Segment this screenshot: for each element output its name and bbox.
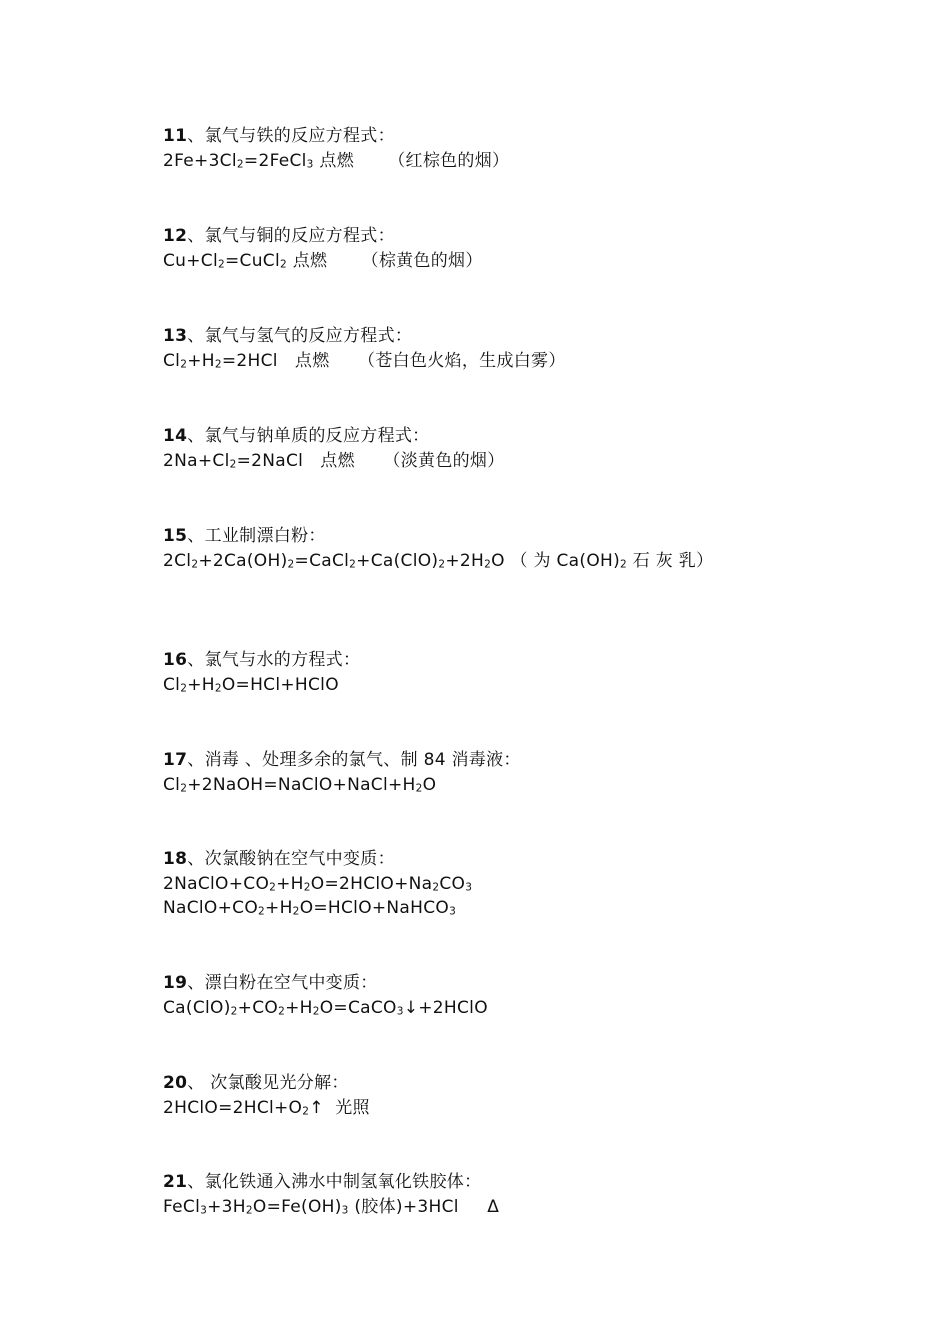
equation-text: (胶体)+3HCl Δ [348,1196,500,1217]
subscript: 2 [620,558,628,571]
entry-heading [163,424,793,449]
reaction-entry [163,424,793,473]
equation-text: ↑ 光照 [309,1097,370,1118]
entry-number: 18 [163,849,188,869]
entry-title: 、次氯酸钠在空气中变质： [187,849,395,869]
equation-text: Cu+Cl [163,250,218,271]
equation-text: O （ 为 Ca(OH) [491,550,621,571]
equation-text: 2NaClO+CO [163,873,270,894]
reaction-entry [163,224,793,273]
equation-text: +H [285,997,313,1018]
entry-title: 、氯气与铁的反应方程式： [187,126,395,146]
subscript: 2 [292,905,300,918]
entry-heading [163,748,793,773]
subscript: 3 [396,1005,404,1018]
equation-text: FeCl [163,1196,201,1217]
equation-text: 2HClO=2HCl+O [163,1097,303,1118]
equation-line [163,1195,793,1220]
subscript: 2 [278,1005,286,1018]
reaction-entry [163,524,793,573]
equation-text: 石 灰 乳） [627,550,714,571]
subscript: 2 [432,881,440,894]
entry-number: 21 [163,1172,188,1192]
equation-text: O=Fe(OH) [252,1196,342,1217]
subscript: 3 [465,881,473,894]
subscript: 3 [341,1204,349,1217]
entry-number: 16 [163,650,188,670]
entry-title: 、氯气与铜的反应方程式： [187,226,395,246]
subscript: 2 [438,558,446,571]
entry-title: 、 次氯酸见光分解： [187,1073,349,1093]
entry-number: 13 [163,326,188,346]
equation-text: +H [276,873,304,894]
equation-line [163,349,793,374]
entry-number: 14 [163,426,188,446]
reaction-entry [163,748,793,797]
entry-heading [163,1071,793,1096]
subscript: 2 [217,258,225,271]
reaction-entry [163,124,793,173]
equation-text: Ca(ClO) [163,997,231,1018]
entry-number: 12 [163,226,188,246]
subscript: 2 [236,158,244,171]
entry-heading [163,847,793,872]
equation-text: Cl [163,774,181,795]
equation-line [163,773,793,798]
equation-text: +2H [445,550,485,571]
equation-text: +2NaOH=NaClO+NaCl+H [187,774,416,795]
equation-line [163,249,793,274]
equation-line [163,549,793,574]
reaction-entry [163,324,793,373]
entry-title: 、消毒 、处理多余的氯气、制 84 消毒液： [187,750,521,770]
reaction-entry [163,971,793,1020]
equation-line [163,149,793,174]
entry-heading [163,524,793,549]
equation-text: 点燃 （红棕色的烟） [313,150,510,171]
equation-text: +Ca(ClO) [356,550,439,571]
subscript: 2 [279,258,287,271]
subscript: 2 [214,358,222,371]
equation-text: 2Fe+3Cl [163,150,237,171]
entry-heading [163,124,793,149]
entry-number: 17 [163,750,188,770]
subscript: 2 [214,682,222,695]
entry-number: 20 [163,1073,188,1093]
entry-title: 、氯化铁通入沸水中制氢氧化铁胶体： [187,1172,482,1192]
subscript: 2 [191,558,199,571]
entry-heading [163,1170,793,1195]
equation-text: 点燃 （棕黄色的烟） [287,250,483,271]
equation-text: CO [439,873,466,894]
entry-number: 15 [163,526,188,546]
subscript: 2 [269,881,277,894]
entry-title: 、工业制漂白粉： [187,526,326,546]
reaction-entry [163,1071,793,1120]
subscript: 2 [229,458,237,471]
subscript: 2 [312,1005,320,1018]
equation-text: O=2HClO+Na [310,873,433,894]
subscript: 2 [245,1204,253,1217]
entry-heading [163,648,793,673]
reaction-entry [163,648,793,697]
subscript: 2 [258,905,266,918]
equation-text: ↓+2HClO [403,997,488,1018]
subscript: 3 [306,158,314,171]
equation-text: O [422,774,437,795]
subscript: 3 [449,905,457,918]
entry-title: 、氯气与水的方程式： [187,650,361,670]
equation-line [163,996,793,1021]
equation-text: 2Na+Cl [163,450,230,471]
equation-line [163,896,793,921]
equation-text: =2FeCl [243,150,307,171]
entry-title: 、氯气与氢气的反应方程式： [187,326,413,346]
equation-text: Cl [163,674,181,695]
equation-text: O=CaCO [319,997,397,1018]
equation-text: +H [187,350,215,371]
equation-text: O=HCl+HClO [221,674,339,695]
entry-number: 11 [163,126,188,146]
reaction-entry [163,847,793,921]
entry-title: 、漂白粉在空气中变质： [187,973,378,993]
equation-line [163,673,793,698]
subscript: 3 [200,1204,208,1217]
equation-text: NaClO+CO [163,898,259,918]
equation-line [163,872,793,897]
entry-number: 19 [163,973,188,993]
subscript: 2 [180,782,188,795]
reaction-entry [163,1170,793,1219]
entry-heading [163,324,793,349]
entry-heading [163,224,793,249]
subscript: 2 [484,558,492,571]
equation-text: O=HClO+NaHCO [299,898,450,918]
subscript: 2 [349,558,357,571]
equation-text: +3H [207,1196,246,1217]
subscript: 2 [303,881,311,894]
subscript: 2 [180,358,188,371]
equation-text: 2Cl [163,550,192,571]
equation-text: +2Ca(OH) [198,550,288,571]
equation-text: +H [187,674,215,695]
equation-text: =CuCl [225,250,280,271]
entry-title: 、氯气与钠单质的反应方程式： [187,426,430,446]
equation-text: =2NaCl 点燃 （淡黄色的烟） [236,450,505,471]
subscript: 2 [302,1105,310,1118]
equation-line [163,449,793,474]
equation-text: +H [265,898,293,918]
equation-text: +CO [237,997,279,1018]
entry-heading [163,971,793,996]
equation-text: =2HCl 点燃 （苍白色火焰，生成白雾） [221,350,566,371]
equation-text: =CaCl [294,550,350,571]
subscript: 2 [415,782,423,795]
subscript: 2 [287,558,295,571]
subscript: 2 [230,1005,238,1018]
equation-line [163,1096,793,1121]
subscript: 2 [180,682,188,695]
equation-text: Cl [163,350,181,371]
